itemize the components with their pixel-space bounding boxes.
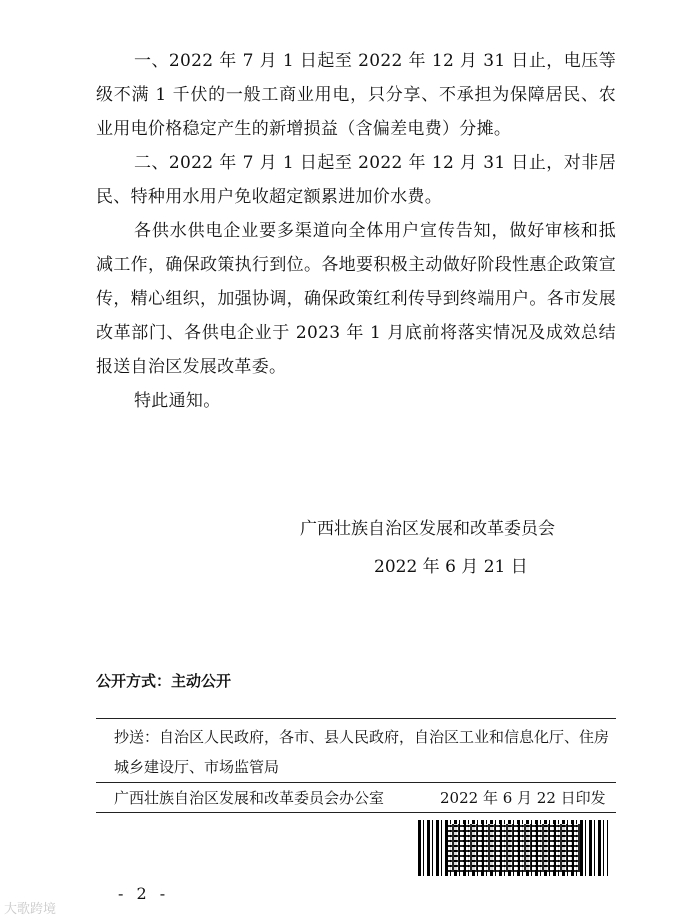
signature-date: 2022 年 6 月 21 日 bbox=[374, 557, 528, 577]
divider-middle bbox=[96, 782, 616, 783]
paragraph-1: 一、2022 年 7 月 1 日起至 2022 年 12 月 31 日止，电压等级不满 1 千伏的一般工商业用电，只分享、不承担为保障居民、农业用电价格稳定产生的新增损益（含偏差电费）分摊。 bbox=[96, 51, 616, 139]
disclosure-method: 公开方式：主动公开 bbox=[96, 672, 232, 690]
barcode-image bbox=[418, 820, 608, 876]
cc-list: 抄送：自治区人民政府，各市、县人民政府，自治区工业和信息化厅、住房城乡建设厅、市场监管局 bbox=[114, 728, 610, 776]
page-number: - 2 - bbox=[118, 884, 170, 903]
paragraph-2: 二、2022 年 7 月 1 日起至 2022 年 12 月 31 日止，对非居民、特种用水用户免收超定额累进加价水费。 bbox=[96, 153, 616, 207]
paragraph-3: 各供水供电企业要多渠道向全体用户宣传告知，做好审核和抵减工作，确保政策执行到位。各地要积极主动做好阶段性惠企政策宣传，精心组织，加强协调，确保政策红利传导到终端用户。各市发展改革部门、各供电企业于 2023 年 1 月底前将落实情况及成效总结报送自治区发展改革委。 bbox=[96, 221, 616, 377]
issue-date: 2022 年 6 月 22 日印发 bbox=[440, 789, 606, 807]
issuing-office: 广西壮族自治区发展和改革委员会办公室 bbox=[114, 789, 385, 807]
signature-organization: 广西壮族自治区发展和改革委员会 bbox=[300, 519, 555, 539]
closing-text: 特此通知。 bbox=[134, 391, 221, 411]
watermark: 大歌跨境 bbox=[4, 902, 57, 917]
divider-top bbox=[96, 718, 616, 719]
divider-bottom bbox=[96, 812, 616, 813]
